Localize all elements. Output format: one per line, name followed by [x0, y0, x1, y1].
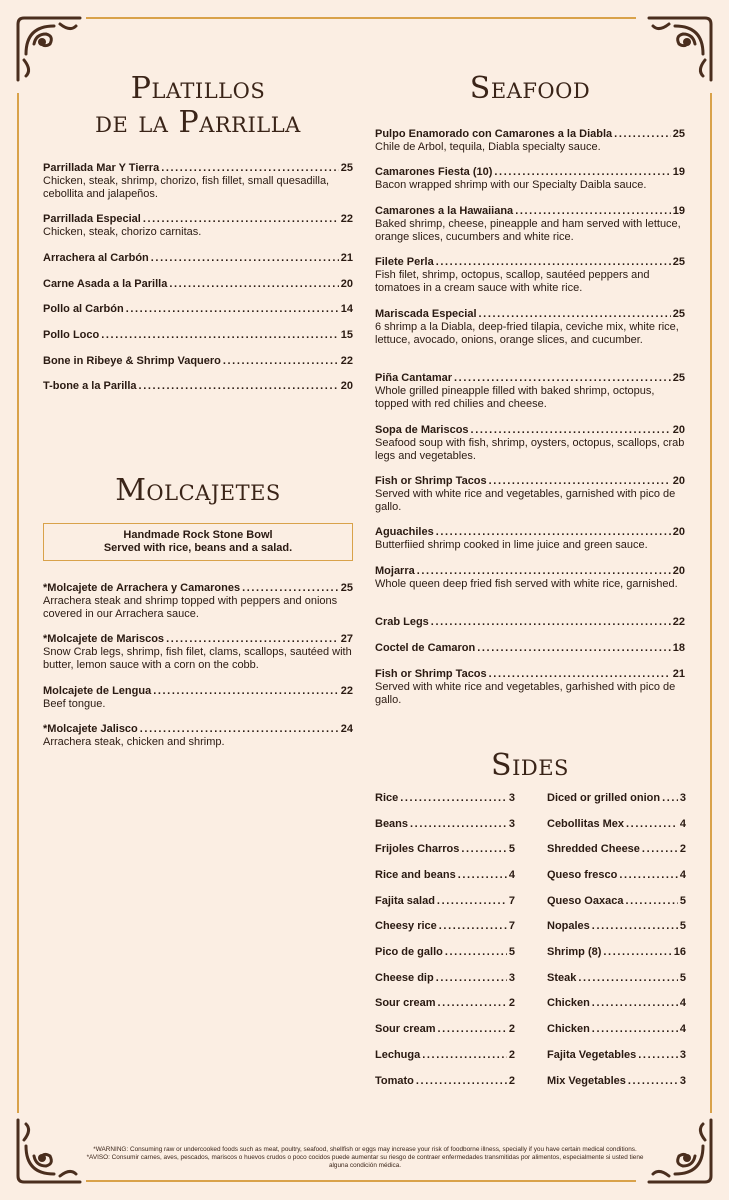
side-name: Mix Vegetables	[547, 1075, 626, 1087]
item-price: 27	[340, 633, 353, 645]
side-item	[547, 818, 686, 831]
side-name: Pico de gallo	[375, 946, 443, 958]
side-price: 4	[508, 869, 515, 881]
item-price: 21	[340, 252, 353, 264]
item-description: Snow Crab legs, shrimp, fish filet, clams, scallops, sautéed with butter, lemon sauce with a corn on the cobb.	[43, 645, 352, 671]
side-price: 5	[679, 920, 686, 932]
item-price: 20	[340, 278, 353, 290]
menu-item	[375, 526, 685, 552]
side-item	[547, 843, 686, 856]
side-price: 4	[679, 997, 686, 1009]
menu-item	[43, 252, 353, 265]
item-description: Baked shrimp, cheese, pineapple and ham served with lettuce, orange slices, cucumbers and white rice.	[375, 217, 681, 243]
item-description: Bacon wrapped shrimp with our Specialty Daibla sauce.	[375, 178, 647, 191]
side-item	[547, 869, 686, 882]
side-item	[375, 792, 515, 805]
side-name: Chicken	[547, 997, 590, 1009]
item-price: 25	[672, 308, 685, 320]
item-name: Pollo al Carbón	[43, 303, 124, 315]
side-price: 3	[679, 1049, 686, 1061]
side-price: 4	[679, 869, 686, 881]
menu-item	[375, 565, 685, 591]
item-name: Fish or Shrimp Tacos	[375, 475, 487, 487]
item-description: Chile de Arbol, tequila, Diabla specialty sauce.	[375, 140, 601, 153]
side-item	[547, 997, 686, 1010]
item-price: 22	[340, 213, 353, 225]
menu-item	[43, 355, 353, 368]
item-name: Bone in Ribeye & Shrimp Vaquero	[43, 355, 221, 367]
side-price: 2	[508, 1075, 515, 1087]
item-name: Fish or Shrimp Tacos	[375, 668, 487, 680]
item-name: Carne Asada a la Parilla	[43, 278, 168, 290]
item-price: 20	[672, 526, 685, 538]
side-name: Shrimp (8)	[547, 946, 602, 958]
menu-item	[375, 256, 685, 294]
side-name: Shredded Cheese	[547, 843, 640, 855]
side-price: 4	[679, 1023, 686, 1035]
item-name: Crab Legs	[375, 616, 429, 628]
side-name: Queso fresco	[547, 869, 618, 881]
item-name: Coctel de Camaron	[375, 642, 476, 654]
item-price: 22	[672, 616, 685, 628]
item-price: 15	[340, 329, 353, 341]
item-price: 25	[672, 256, 685, 268]
item-price: 20	[672, 475, 685, 487]
side-name: Sour cream	[375, 997, 436, 1009]
side-price: 2	[508, 997, 515, 1009]
menu-item	[375, 668, 685, 706]
item-price: 25	[672, 372, 685, 384]
menu-item	[43, 213, 353, 239]
menu-item	[375, 205, 685, 243]
menu-item	[375, 308, 685, 346]
menu-item	[43, 380, 353, 393]
item-name: Pulpo Enamorado con Camarones a la Diabla	[375, 128, 613, 140]
side-price: 5	[679, 895, 686, 907]
item-price: 14	[340, 303, 353, 315]
heading-parrilla	[43, 72, 353, 140]
item-name: Pollo Loco	[43, 329, 100, 341]
side-name: Tomato	[375, 1075, 414, 1087]
item-name: Camarones a la Hawaiiana	[375, 205, 514, 217]
item-price: 20	[672, 565, 685, 577]
menu-item	[43, 582, 353, 620]
item-price: 25	[672, 128, 685, 140]
side-item	[375, 1023, 515, 1036]
item-description: Beef tongue.	[43, 697, 106, 710]
item-name: Sopa de Mariscos	[375, 424, 469, 436]
molcajetes-note-line2: Served with rice, beans and a salad.	[103, 542, 293, 554]
item-name: Filete Perla	[375, 256, 434, 268]
side-name: Chicken	[547, 1023, 590, 1035]
menu-item	[375, 128, 685, 154]
menu-item	[43, 723, 353, 749]
side-item	[547, 895, 686, 908]
heading-sides: Sides	[491, 748, 569, 783]
menu-item	[375, 424, 685, 462]
item-description: Fish filet, shrimp, octopus, scallop, sautéed peppers and tomatoes in a cream sauce with white rice.	[375, 268, 650, 294]
side-name: Nopales	[547, 920, 590, 932]
side-name: Fajita salad	[375, 895, 435, 907]
menu-item	[43, 633, 353, 671]
side-price: 5	[679, 972, 686, 984]
frame-bottom-line	[86, 1180, 636, 1182]
heading-seafood: Seafood	[469, 71, 591, 106]
item-description: Chicken, steak, shrimp, chorizo, fish fillet, small quesadilla, cebollita and jalapeños.	[43, 174, 330, 200]
side-item	[375, 920, 515, 933]
side-item	[375, 1075, 515, 1088]
item-name: *Molcajete de Mariscos	[43, 633, 165, 645]
side-price: 2	[508, 1049, 515, 1061]
side-price: 5	[508, 843, 515, 855]
side-price: 7	[508, 920, 515, 932]
food-warning-note: *WARNING: Consuming raw or undercooked foods such as meat, poultry, seafood, shellfish or eggs may increase your risk of foodborne illness, specially if you have certain medical conditions. *AVISO: Consumir carnes, aves, pescados, mariscos o huevos crudos o poco cocidos puede aumentar su riesgo de contraer enfermedades transmitidas por alimentos, especialmente si usted tiene alguna condición médica.	[86, 1146, 644, 1169]
menu-item	[43, 278, 353, 291]
side-price: 3	[508, 972, 515, 984]
side-item	[375, 997, 515, 1010]
ornament-bottom-right-icon	[645, 1116, 715, 1186]
item-price: 20	[672, 424, 685, 436]
item-description: Whole grilled pineapple filled with baked shrimp, octopus, topped with red chilies and cheese.	[375, 384, 655, 410]
side-item	[547, 1075, 686, 1088]
side-name: Lechuga	[375, 1049, 421, 1061]
side-price: 16	[673, 946, 686, 958]
side-price: 2	[679, 843, 686, 855]
menu-item	[375, 166, 685, 192]
menu-item	[375, 475, 685, 513]
menu-item	[43, 329, 353, 342]
item-name: Aguachiles	[375, 526, 434, 538]
item-price: 19	[672, 205, 685, 217]
menu-item	[375, 372, 685, 410]
item-name: Parrillada Mar Y Tierra	[43, 162, 160, 174]
side-item	[547, 946, 686, 959]
side-price: 7	[508, 895, 515, 907]
side-name: Steak	[547, 972, 577, 984]
item-description: Served with white rice and vegetables, garhished with pico de gallo.	[375, 680, 676, 706]
side-name: Cheese dip	[375, 972, 434, 984]
item-description: Arrachera steak, chicken and shrimp.	[43, 735, 225, 748]
item-description: Arrachera steak and shrimp topped with peppers and onions covered in our Arrachera sauce.	[43, 594, 338, 620]
side-name: Cheesy rice	[375, 920, 437, 932]
item-price: 24	[340, 723, 353, 735]
side-item	[547, 920, 686, 933]
side-price: 2	[508, 1023, 515, 1035]
side-item	[375, 818, 515, 831]
menu-item	[375, 642, 685, 655]
item-price: 22	[340, 355, 353, 367]
side-name: Diced or grilled onion	[547, 792, 661, 804]
item-name: *Molcajete de Arrachera y Camarones	[43, 582, 241, 594]
item-price: 18	[672, 642, 685, 654]
frame-right-line	[710, 93, 712, 1113]
side-item	[375, 946, 515, 959]
side-name: Rice	[375, 792, 399, 804]
item-name: *Molcajete Jalisco	[43, 723, 138, 735]
heading-parrilla-line2: de la Parrilla	[95, 105, 301, 140]
item-description: Served with white rice and vegetables, garnished with pico de gallo.	[375, 487, 676, 513]
item-name: T-bone a la Parilla	[43, 380, 137, 392]
item-price: 25	[340, 162, 353, 174]
item-price: 21	[672, 668, 685, 680]
side-item	[547, 972, 686, 985]
side-item	[547, 1049, 686, 1062]
item-name: Mojarra	[375, 565, 415, 577]
menu-item	[43, 303, 353, 316]
item-description: Seafood soup with fish, shrimp, oysters, octopus, scallops, crab legs and vegetables.	[375, 436, 685, 462]
side-item	[375, 843, 515, 856]
side-price: 4	[679, 818, 686, 830]
side-item	[375, 972, 515, 985]
side-item	[547, 792, 686, 805]
menu-item	[43, 162, 353, 200]
item-name: Molcajete de Lengua	[43, 685, 152, 697]
side-name: Sour cream	[375, 1023, 436, 1035]
ornament-bottom-left-icon	[14, 1116, 84, 1186]
side-item	[375, 895, 515, 908]
item-price: 19	[672, 166, 685, 178]
side-price: 5	[508, 946, 515, 958]
frame-left-line	[17, 93, 19, 1113]
item-name: Piña Cantamar	[375, 372, 453, 384]
side-price: 3	[508, 792, 515, 804]
side-name: Fajita Vegetables	[547, 1049, 637, 1061]
side-name: Rice and beans	[375, 869, 456, 881]
item-name: Mariscada Especial	[375, 308, 477, 320]
heading-molcajetes: Molcajetes	[115, 473, 281, 508]
side-price: 3	[679, 792, 686, 804]
item-description: Butterfiied shrimp cooked in lime juice and green sauce.	[375, 538, 648, 551]
item-description: Chicken, steak, chorizo carnitas.	[43, 225, 202, 238]
side-price: 3	[679, 1075, 686, 1087]
side-item	[547, 1023, 686, 1036]
item-description: 6 shrimp a la Diabla, deep-fried tilapia, ceviche mix, white rice, lettuce, avocado, onions, orange slices, and cucumber.	[375, 320, 679, 346]
side-name: Queso Oaxaca	[547, 895, 624, 907]
item-name: Arrachera al Carbón	[43, 252, 149, 264]
item-price: 22	[340, 685, 353, 697]
item-price: 25	[340, 582, 353, 594]
side-name: Frijoles Charros	[375, 843, 460, 855]
side-price: 3	[508, 818, 515, 830]
side-item	[375, 1049, 515, 1062]
side-item	[375, 869, 515, 882]
side-name: Beans	[375, 818, 409, 830]
heading-parrilla-line1: Platillos	[130, 71, 266, 106]
item-name: Parrillada Especial	[43, 213, 141, 225]
molcajetes-note-box	[43, 523, 353, 561]
molcajetes-note-line1: Handmade Rock Stone Bowl	[123, 529, 273, 541]
menu-item	[43, 685, 353, 711]
item-name: Camarones Fiesta (10)	[375, 166, 493, 178]
item-description: Whole queen deep fried fish served with white rice, garnished.	[375, 577, 678, 590]
item-price: 20	[340, 380, 353, 392]
side-name: Cebollitas Mex	[547, 818, 625, 830]
frame-top-line	[86, 17, 636, 19]
menu-item	[375, 616, 685, 629]
